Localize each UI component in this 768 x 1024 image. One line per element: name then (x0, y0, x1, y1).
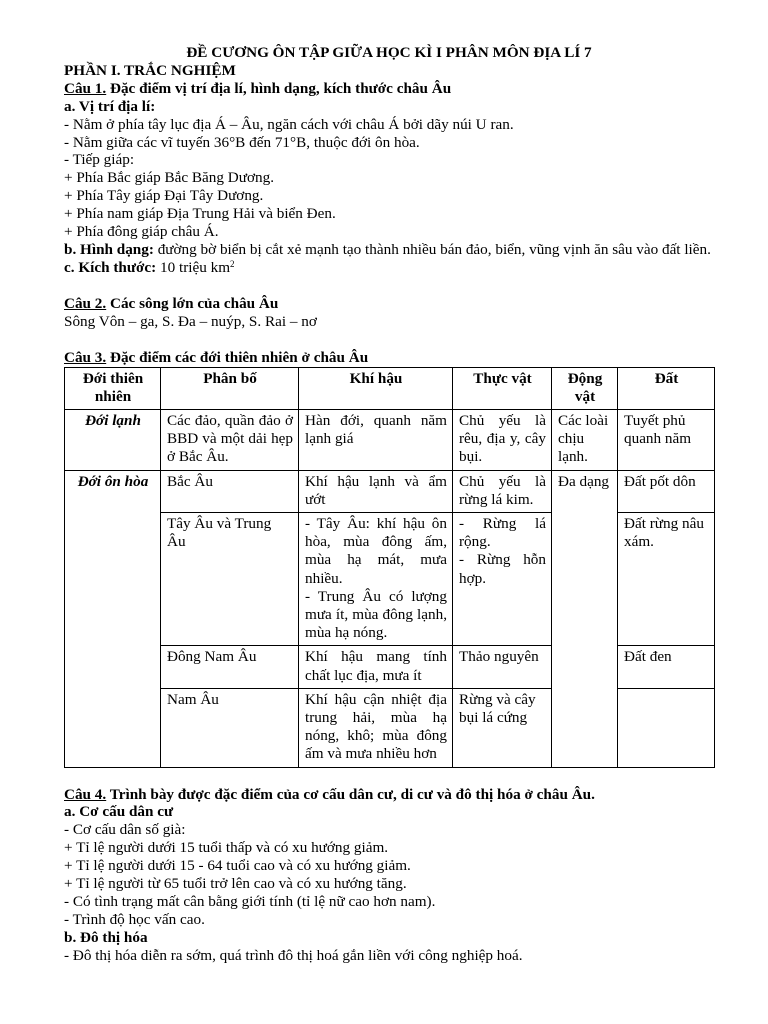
q4-section-b-heading: b. Đô thị hóa (64, 928, 148, 946)
plants-broadleaf: - Rừng lá rộng. (459, 514, 546, 551)
table-row-cold-zone (65, 409, 715, 470)
cell-plants: Chủ yếu là rêu, địa y, cây bụi. (453, 409, 552, 470)
question-1-text: Đặc điểm vị trí địa lí, hình dạng, kích thước châu Âu (106, 79, 452, 97)
q1-section-c-heading: c. Kích thước: (64, 258, 157, 276)
cell-plants: Chủ yếu là rừng lá kim. (453, 470, 552, 512)
climate-west-europe: - Tây Âu: khí hậu ôn hòa, mùa đông ấm, mùa hạ mát, mưa nhiều. (305, 514, 447, 587)
climate-central-europe: - Trung Âu có lượng mưa ít, mùa đông lạnh, mùa hạ nóng. (305, 587, 447, 642)
table-row-temperate-north (65, 470, 715, 512)
q1-a-line: - Tiếp giáp: (64, 151, 135, 169)
q4-b-line: - Đô thị hóa diễn ra sớm, quá trình đô thị hoá gắn liền với công nghiệp hoá. (64, 946, 523, 964)
cell-animals-temperate: Đa dạng (552, 470, 618, 767)
question-2-label: Câu 2. (64, 294, 107, 312)
cell-zone-temperate: Đới ôn hòa (65, 470, 161, 767)
q4-a-line: - Có tình trạng mất cân bằng giới tính (tỉ lệ nữ cao hơn nam). (64, 893, 436, 910)
q1-section-c-text: 10 triệu km (156, 258, 231, 276)
cell-climate (299, 512, 453, 645)
header-animals: Động vật (552, 367, 618, 409)
document-title: ĐỀ CƯƠNG ÔN TẬP GIỮA HỌC KÌ I PHÂN MÔN ĐỊA LÍ 7 (186, 44, 592, 61)
header-distribution: Phân bố (161, 367, 299, 409)
q1-section-b-heading: b. Hình dạng: (64, 240, 154, 258)
q4-section-a-heading: a. Cơ cấu dân cư (64, 803, 174, 821)
q4-a-line: + Tỉ lệ người dưới 15 - 64 tuổi cao và có xu hướng giảm. (64, 857, 411, 875)
question-4-text: Trình bày được đặc điểm của cơ cấu dân cư, di cư và đô thị hóa ở châu Âu. (106, 785, 595, 803)
question-4-label: Câu 4. (64, 785, 107, 803)
question-3-heading (64, 349, 714, 367)
question-1-label: Câu 1. (64, 79, 107, 97)
cell-distribution: Đông Nam Âu (161, 646, 299, 688)
cell-zone-cold: Đới lạnh (65, 409, 161, 470)
document-page (64, 44, 714, 965)
q1-a-line: - Nằm ở phía tây lục địa Á – Âu, ngăn cách với châu Á bởi dãy núi U ran. (64, 115, 514, 133)
cell-soil: Đất đen (618, 646, 715, 688)
q1-section-c-superscript: 2 (230, 258, 235, 269)
cell-soil: Tuyết phủ quanh năm (618, 409, 715, 470)
header-zone: Đới thiên nhiên (65, 367, 161, 409)
cell-distribution: Tây Âu và Trung Âu (161, 512, 299, 645)
table-row-temperate-southeast (65, 646, 715, 688)
cell-climate: Khí hậu lạnh và ẩm ướt (299, 470, 453, 512)
q1-section-b-text: đường bờ biển bị cắt xẻ mạnh tạo thành nhiều bán đảo, biển, vũng vịnh ăn sâu vào đất liền. (153, 240, 711, 258)
q4-a-line: + Tỉ lệ người dưới 15 tuổi thấp và có xu hướng giảm. (64, 839, 389, 857)
cell-plants: Thảo nguyên (453, 646, 552, 688)
question-2-heading (64, 295, 714, 313)
plants-mixed: - Rừng hỗn hợp. (459, 551, 546, 587)
question-3-label: Câu 3. (64, 348, 107, 366)
q4-a-line: - Cơ cấu dân số già: (64, 821, 186, 839)
question-3-text: Đặc điểm các đới thiên nhiên ở châu Âu (106, 348, 369, 366)
cell-soil: Đất pốt dôn (618, 470, 715, 512)
cell-distribution: Các đảo, quần đảo ở BBD và một dải hẹp ở Bắc Âu. (161, 409, 299, 470)
q1-a-line: + Phía Tây giáp Đại Tây Dương. (64, 187, 264, 205)
q1-section-a-heading: a. Vị trí địa lí: (64, 97, 156, 115)
cell-climate: Hàn đới, quanh năm lạnh giá (299, 409, 453, 470)
cell-distribution: Bắc Âu (161, 470, 299, 512)
cell-climate: Khí hậu mang tính chất lục địa, mưa ít (299, 646, 453, 688)
cell-plants: Rừng và cây bụi lá cứng (453, 688, 552, 767)
q2-rivers-line: Sông Vôn – ga, S. Đa – nuýp, S. Rai – nơ (64, 312, 317, 330)
cell-distribution: Nam Âu (161, 688, 299, 767)
q1-section-b (64, 241, 714, 259)
question-2-text: Các sông lớn của châu Âu (106, 294, 279, 312)
q1-section-c (64, 259, 714, 277)
q4-a-line: - Trình độ học vấn cao. (64, 910, 205, 928)
cell-climate: Khí hậu cận nhiệt địa trung hải, mùa hạ nóng, khô; mùa đông ấm và mưa nhiều hơn (299, 688, 453, 767)
header-plants: Thực vật (453, 367, 552, 409)
table-header-row (65, 367, 715, 409)
question-4-heading (64, 786, 714, 804)
q1-a-line: + Phía đông giáp châu Á. (64, 223, 219, 241)
table-row-temperate-south (65, 688, 715, 767)
q1-a-line: + Phía Bắc giáp Bắc Băng Dương. (64, 169, 274, 187)
q1-a-line: - Nằm giữa các vĩ tuyến 36°B đến 71°B, thuộc đới ôn hòa. (64, 133, 420, 151)
q1-a-line: + Phía nam giáp Địa Trung Hải và biển Đen. (64, 205, 336, 223)
natural-zones-table (64, 367, 715, 768)
table-row-temperate-west-central (65, 512, 715, 645)
cell-plants (453, 512, 552, 645)
q4-a-line: + Tỉ lệ người từ 65 tuổi trở lên cao và có xu hướng tăng. (64, 875, 407, 893)
part-heading: PHẦN I. TRẮC NGHIỆM (64, 61, 236, 79)
header-soil: Đất (618, 367, 715, 409)
cell-soil: Đất rừng nâu xám. (618, 512, 715, 645)
cell-soil (618, 688, 715, 767)
header-climate: Khí hậu (299, 367, 453, 409)
question-1-heading (64, 80, 714, 98)
cell-animals: Các loài chịu lạnh. (552, 409, 618, 470)
